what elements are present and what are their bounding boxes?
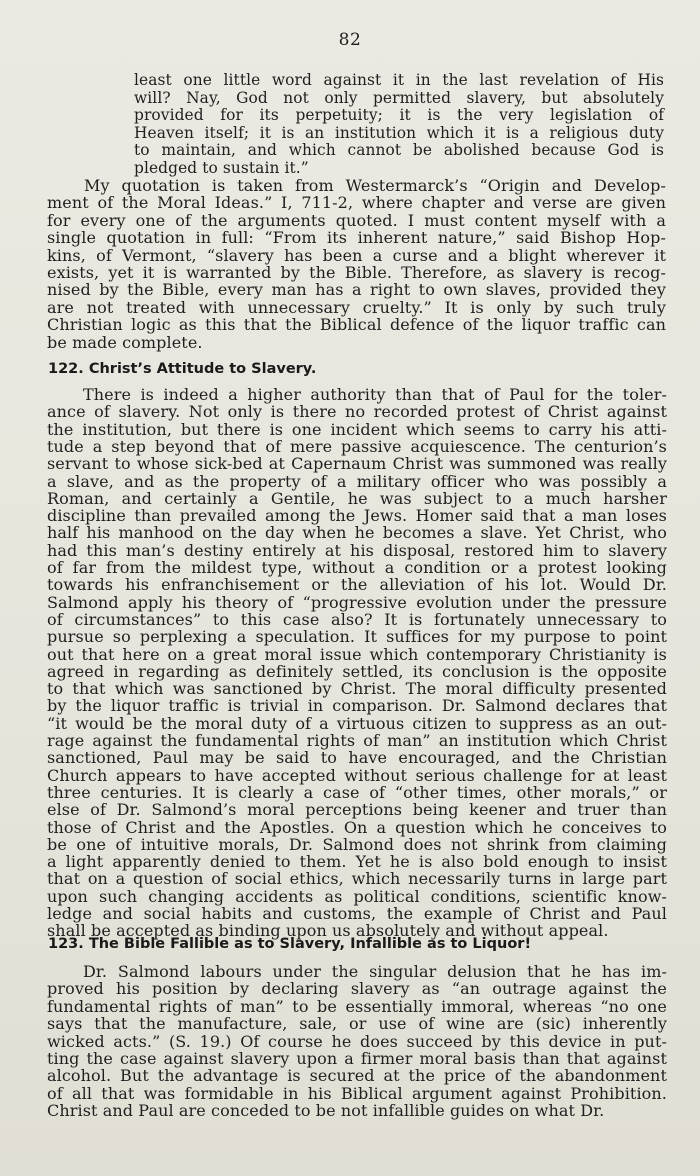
text-line: tude a step beyond that of mere passive acquiescence. The centurion’s	[47, 436, 667, 456]
text-line: rage against the fundamental rights of man” an institution which Christ	[47, 731, 667, 750]
text-line: wicked acts.” (S. 19.) Of course he does succeed by this device in put-	[47, 1031, 667, 1051]
text-line: to that which was sanctioned by Christ. The moral difficulty presented	[47, 679, 667, 699]
text-line: alcohol. But the advantage is secured at the price of the abandonment	[47, 1066, 667, 1086]
text-line: towards his enfranchisement or the alleviation of his lot. Would Dr.	[47, 575, 667, 595]
text-line: ledge and social habits and customs, the example of Christ and Paul	[47, 904, 667, 923]
text-line: provided for its perpetuity; it is the very legislation of	[134, 106, 664, 125]
text-line: ting the case against slavery upon a firmer moral basis than that against	[47, 1049, 667, 1068]
text-line: ance of slavery. Not only is there no recorded protest of Christ against	[47, 402, 667, 422]
text-line: else of Dr. Salmond’s moral perceptions being keener and truer than	[47, 800, 667, 820]
text-line: out that here on a great moral issue which contemporary Christianity is	[47, 644, 667, 664]
text-line: pursue so perplexing a speculation. It suffices for my purpose to point	[47, 627, 667, 647]
text-line: Christian logic as this that the Biblical defence of the liquor traffic can	[47, 315, 666, 335]
text-line: exists, yet it is warranted by the Bible. Therefore, as slavery is recog-	[47, 263, 666, 282]
text-line: of circumstances” to this case also? It is fortunately unnecessary to	[47, 609, 667, 629]
text-line: single quotation in full: “From its inherent nature,” said Bishop Hop-	[47, 228, 666, 248]
text-line: three centuries. It is clearly a case of “other times, other morals,” or	[47, 782, 667, 802]
text-line: discipline than prevailed among the Jews. Homer said that a man loses	[47, 506, 667, 526]
text-line: Salmond apply his theory of “progressive evolution under the pressure	[47, 592, 667, 612]
text-line: ment of the Moral Ideas.” I, 711-2, where chapter and verse are given	[47, 193, 666, 213]
text-line: kins, of Vermont, “slavery has been a curse and a blight wherever it	[47, 245, 666, 265]
text-line: “it would be the moral duty of a virtuous citizen to suppress as an out-	[47, 713, 667, 733]
text-line: Heaven itself; it is an institution which it is a religious duty	[134, 123, 664, 142]
text-line: a slave, and as the property of a military officer who was possibly a	[47, 471, 667, 491]
text-line: Dr. Salmond labours under the singular delusion that he has im-	[83, 962, 667, 981]
text-line: to maintain, and which cannot be abolished because God is	[134, 141, 664, 160]
text-line: least one little word against it in the last revelation of His	[134, 71, 664, 89]
text-line: half his manhood on the day when he becomes a slave. Yet Christ, who	[47, 523, 667, 543]
page-number: 82	[338, 30, 362, 50]
text-line: of far from the mildest type, without a condition or a protest looking	[47, 558, 667, 577]
text-line: will? Nay, God not only permitted slavery, but absolutely	[134, 88, 664, 107]
text-line: My quotation is taken from Westermarck’s “Origin and Develop-	[84, 176, 666, 195]
text-line: sanctioned, Paul may be said to have encouraged, and the Christian	[47, 748, 667, 768]
text-line: Roman, and certainly a Gentile, he was subject to a much harsher	[47, 488, 667, 508]
text-line: be one of intuitive morals, Dr. Salmond does not shrink from claiming	[47, 834, 667, 854]
text-line: for every one of the arguments quoted. I must content myself with a	[47, 210, 666, 230]
text-line: pledged to sustain it.”	[134, 159, 309, 177]
text-line: the institution, but there is one incident which seems to carry his atti-	[47, 419, 667, 439]
text-line: are not treated with unnecessary cruelty.” It is only by such truly	[47, 297, 666, 317]
text-line: of all that was formidable in his Biblical argument against Prohibition.	[47, 1083, 667, 1103]
text-line: by the liquor traffic is trivial in comparison. Dr. Salmond declares that	[47, 696, 667, 716]
text-line: There is indeed a higher authority than that of Paul for the toler-	[83, 385, 667, 404]
section-122-heading: 122. Christ’s Attitude to Slavery.	[48, 361, 317, 377]
text-line: a light apparently denied to them. Yet he is also bold enough to insist	[47, 852, 667, 872]
text-line: agreed in regarding as definitely settled, its conclusion is the opposite	[47, 661, 667, 681]
text-line: fundamental rights of man” to be essentially immoral, whereas “no one	[47, 996, 667, 1016]
text-line: nised by the Bible, every man has a right to own slaves, provided they	[47, 280, 666, 300]
text-line: upon such changing accidents as political conditions, scientific know-	[47, 886, 667, 906]
text-line: be made complete.	[47, 332, 203, 352]
text-line: servant to whose sick-bed at Capernaum Christ was summoned was really	[47, 454, 667, 474]
section-123-heading: 123. The Bible Fallible as to Slavery, Infallible as to Liquor!	[48, 936, 532, 952]
text-line: shall be accepted as binding upon us absolutely and without appeal.	[47, 921, 609, 941]
text-line: those of Christ and the Apostles. On a question which he conceives to	[47, 817, 667, 837]
text-line: says that the manufacture, sale, or use of wine are (sic) inherently	[47, 1014, 667, 1034]
text-line: had this man’s destiny entirely at his disposal, restored him to slavery	[47, 540, 667, 560]
text-line: Christ and Paul are conceded to be not infallible guides on what Dr.	[47, 1101, 605, 1121]
text-line: that on a question of social ethics, which necessarily turns in large part	[47, 869, 667, 889]
text-line: Church appears to have accepted without serious challenge for at least	[47, 765, 667, 785]
text-line: proved his position by declaring slavery as “an outrage against the	[47, 979, 667, 999]
